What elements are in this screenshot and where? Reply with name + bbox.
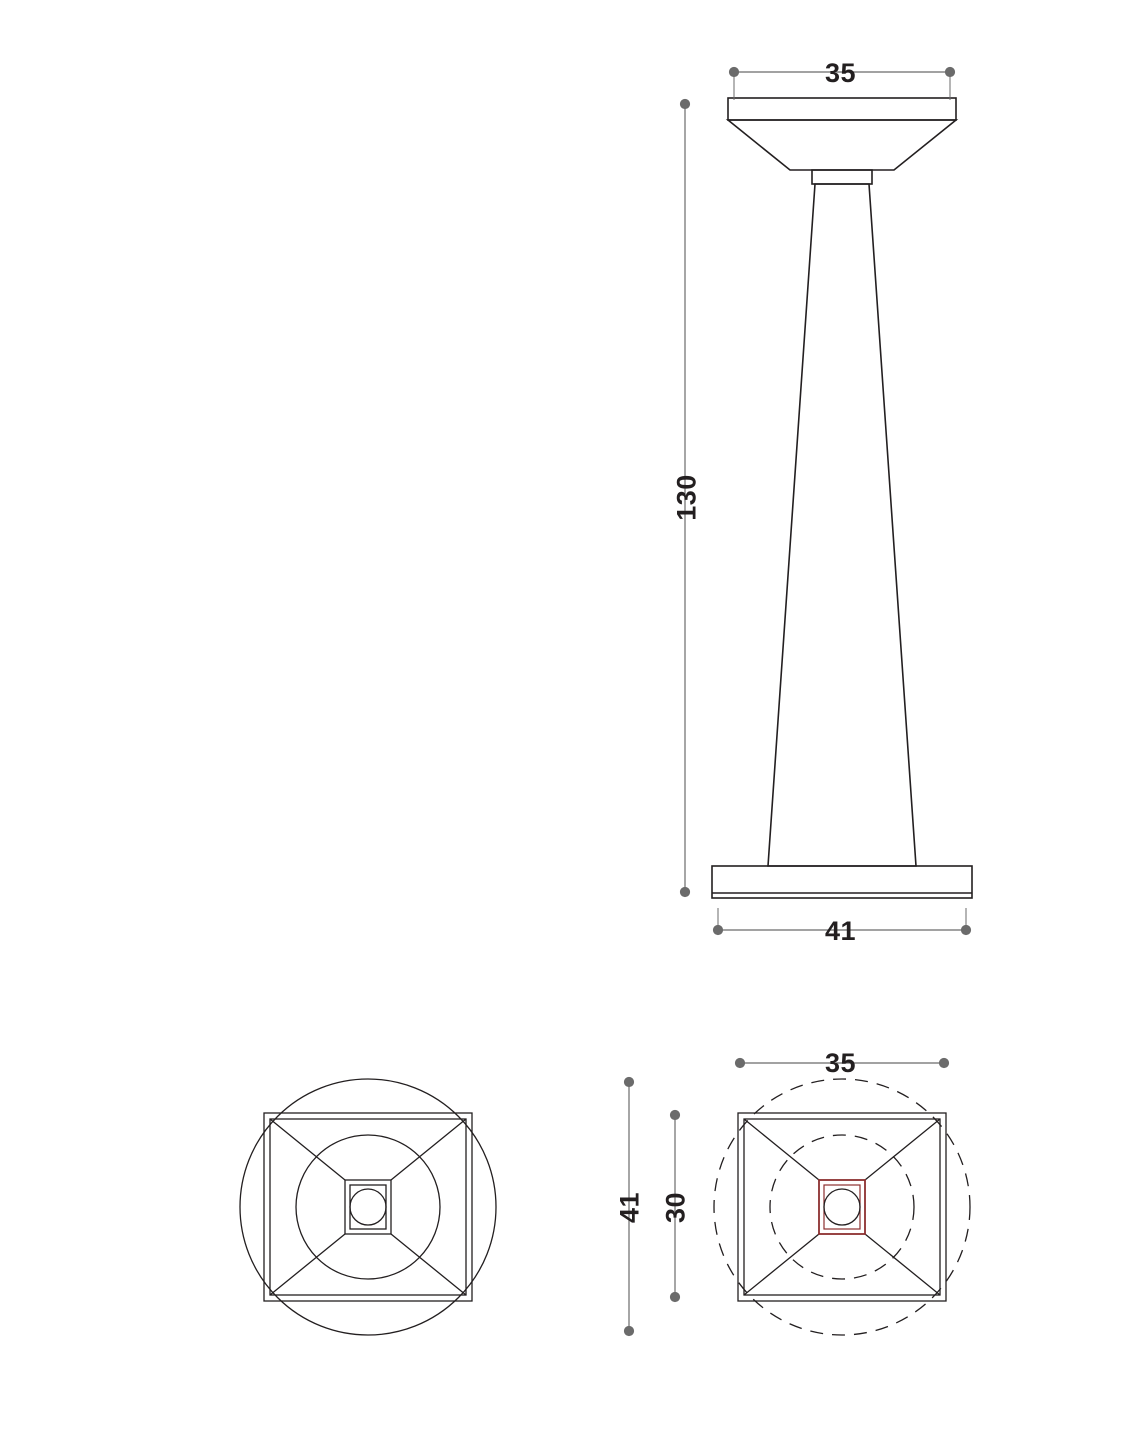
table-top-outline: [728, 98, 956, 184]
bottom-plan-view: [240, 1079, 496, 1335]
column-outline: [768, 184, 916, 866]
front-elevation-view: [712, 98, 972, 898]
dimension-label-plan-width: 35: [825, 1048, 857, 1078]
dimension-label-plan-depth-inner: 30: [660, 1191, 691, 1224]
base-outline: [712, 866, 972, 898]
dimension-label-plan-depth-outer: 41: [614, 1191, 645, 1224]
top-plan-view: [714, 1079, 970, 1335]
dimension-label-base-width: 41: [825, 916, 857, 946]
dimension-label-top-width: 35: [825, 58, 857, 88]
dimension-label-overall-height: 130: [671, 474, 702, 521]
